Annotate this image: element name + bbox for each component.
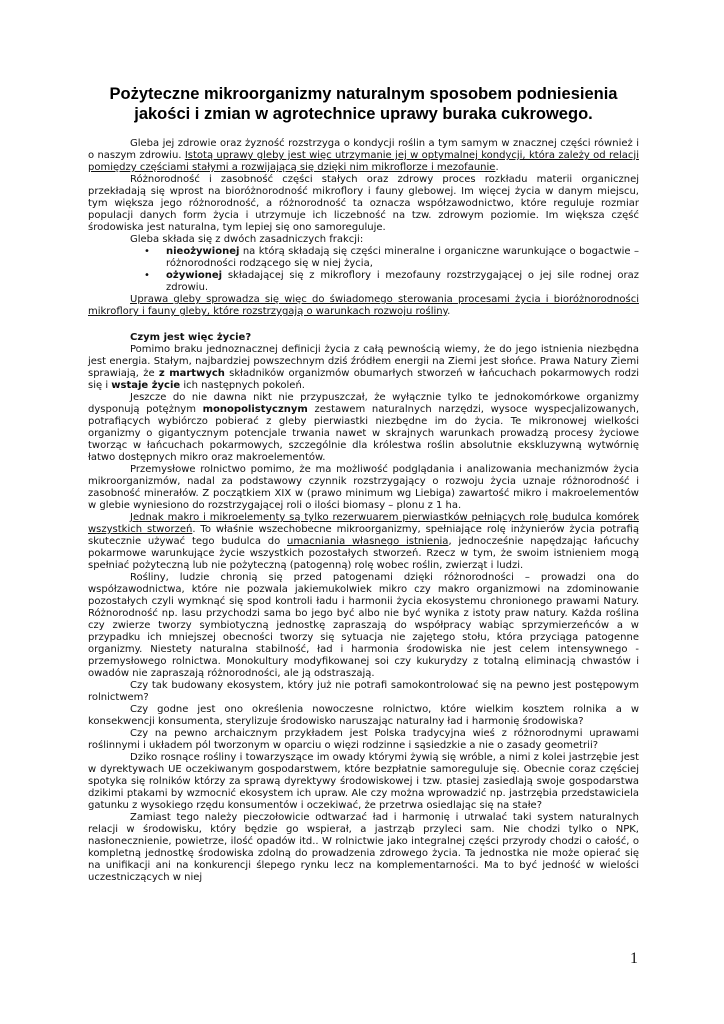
page-number: 1 [630,950,638,967]
paragraph-industrial-farming: Przemysłowe rolnictwo pomimo, że ma możliwość podglądania i analizowania mechanizmów życia mikroorganizmów, nadal za podstawowy czynnik rozstrzygający o rozwoju życia uznaje różnorodność i zasobność minerałów. Z początkiem XIX w (prawo minimum wg Liebiga) zawartość mikro i makroelementów w glebie wyniesiono do rozstrzygającej roli o ilości biomasy – plonu z 1 ha. [88,464,639,511]
paragraph-intro: Gleba jej zdrowie oraz żyzność rozstrzyga o kondycji roślin a tym samym w znacznej części również i o naszym zdrowiu. Istotą uprawy gleby jest więc utrzymanie jej w optymalnej kondycji, która zależy od relacji pomiędzy częściami stałymi a rozwijającą się dzięki nim mikroflorze i mezofaunie. [88,138,639,173]
paragraph-macro-micro-elements: Jednak makro i mikroelementy są tylko rezerwuarem pierwiastków pełniących rolę budulca komórek wszystkich stworzeń. To właśnie wszechobecne mikroorganizmy, spełniające rolę inżynierów życia potrafią skutecznie używać tego budulca do umacniania własnego istnienia, jednocześnie napędzając łańcuchy pokarmowe warunkujące życie wszystkich pozostałych stworzeń. Rzecz w tym, że swoim istnieniem mogą spełniać pożyteczną lub nie pożyteczną (patogenną) rolę wobec roślin, zwierząt i ludzi. [88,512,640,571]
paragraph-question-2: Czy godne jest ono określenia nowoczesne rolnictwo, które wielkim kosztem rolnika a w konsekwencji konsumenta, sterylizuje środowisko naruszając naturalny ład i harmonię środowiska? [88,704,639,727]
section-heading: Czym jest więc życie? [130,332,252,343]
paragraph-wild-plants: Dziko rosnące rośliny i towarzyszące im owady którymi żywią się wróble, a nimi z kolei jastrzębie jest w dyrektywach UE oczekiwanym gospodarstwem, które bezpłatnie samoreguluje się. Obecnie coraz częściej spotyka się rolników którzy za sprawą dyrektywy środowiskowej i tzw. ptasiej zasiedlają swoje gospodarstwa dzikimi ptakami by wzmocnić ekosystem ich upraw. Ale czy można wprowadzić np. jastrzębia przedstawiciela gatunku z wysokiego rzędu konsumentów i oczekiwać, że przetrwa osiedlając się na stałe? [88,752,639,811]
paragraph-biodiversity: Różnorodność i zasobność części stałych oraz zdrowy proces rozkładu materii organicznej przekładają się wprost na bioróżnorodność mikroflory i fauny glebowej. Im więcej życia w danym miejscu, tym większa jego różnorodność, a różnorodność ta oznacza współzawodnictwo, które reguluje rozmiar populacji danych form życia i utrzymuje ich liczebność na tzw. zdrowym poziomie. Im większa część środowiska jest naturalna, tym lepiej się ono samoreguluje. [88,174,639,233]
paragraph-diversity-protection: Rośliny, ludzie chronią się przed patogenami dzięki różnorodności – prowadzi ona do współzawodnictwa, które nie pozwala jakiemukolwiek mikro czy makro organizmowi na zdominowanie pozostałych czyli wymknąć się spod kontroli ładu i harmonii życia ekosystemu chronionego prawami Natury. Różnorodność np. lasu przychodzi sama bo jego być albo nie być wynika z istoty praw natury. Każda roślina czy zwierze tworzy symbiotyczną jednostkę zapraszają do współpracy wabiąc sprzymierzeńców a w przypadku ich mniejszej obecności tworzy się sytuacja nie zajętego stołu, która przyciąga patogenne organizmy. Niestety naturalna stabilność, ład i harmonia środowiska nie jest celem intensywnego - przemysłowego rolnictwa. Monokultury modyfikowanej soi czy kukurydzy z totalną eliminacją chwastów i owadów nie zapraszają różnorodności, ale ją odstraszają. [88,572,639,679]
paragraph-question-3: Czy na pewno archaicznym przykładem jest Polska tradycyjna wieś z różnorodnymi uprawami roślinnymi i układem pól tworzonym w oparciu o więzi rodzinne i sąsiedzkie a nie o zasady geometrii? [88,728,639,751]
paragraph-microorganisms: Jeszcze do nie dawna nikt nie przypuszczał, że wyłącznie tylko te jednokomórkowe organizmy dysponują potężnym monopolistycznym zestawem naturalnych narzędzi, wysoce wyspecjalizowanych, potrafiących wybiórczo pobierać z gleby pierwiastki niezbędne im do życia. Te mikronowej wielkości organizmy o gigantycznym potencjale trwania nawet w skrajnych warunkach prowadzą procesy życiowe tworząc w łańcuchach pokarmowych, szczególnie dla królestwa roślin absolutnie ekskluzywną wytwórnię łatwo dostępnych mikro oraz makroelementów. [88,392,640,463]
paragraph-soil-fractions: Gleba składa się z dwóch zasadniczych frakcji: [130,234,364,245]
paragraph-soil-cultivation: Uprawa gleby sprowadza się więc do świadomego sterowania procesami życia i bioróżnorodności mikroflory i fauny gleby, które rozstrzygają o warunkach rozwoju rośliny. [88,294,639,317]
soil-fractions-list [88,246,639,294]
list-item: • ożywionej składającej się z mikroflory i mezofauny rozstrzygającej o jej sile rodnej oraz zdrowiu. [144,270,639,293]
bullet-icon: • [144,246,150,257]
paragraph-harmony: Zamiast tego należy pieczołowicie odtwarzać ład i harmonię i utrwalać taki system naturalnych relacji w środowisku, który będzie go wspierał, a jastrząb przyleci sam. Nie chodzi tylko o NPK, nasłonecznienie, powietrze, ilość opadów itd.. W rolnictwie jako integralnej części przyrody chodzi o całość, o kompletną jednostkę środowiska zdolną do prowadzenia zdrowego życia. Ta jednostka nie może opierać się na unifikacji ani na konkurencji ślepego rynku lecz na komplementarności. Ma to być jedność w wielości uczestniczących w niej [88,812,639,883]
bullet-icon: • [144,270,150,281]
underlined-conclusion: Uprawa gleby sprowadza się więc do świadomego sterowania procesami życia i bioróżnorodności mikroflory i fauny gleby, które rozstrzygają o warunkach rozwoju rośliny [88,294,639,317]
document-page [88,84,639,884]
paragraph-question-1: Czy tak budowany ekosystem, który już nie potrafi samokontrolować się na pewno jest postępowym rolnictwem? [88,680,639,703]
underlined-thesis: Istotą uprawy gleby jest więc utrzymanie jej w optymalnej kondycji, która zależy od relacji pomiędzy częściami stałymi a rozwijającą się dzięki nim mikroflorze i mezofaunie [88,150,639,173]
paragraph-energy: Pomimo braku jednoznacznej definicji życia z całą pewnością wiemy, że do jego istnienia niezbędna jest energia. Stałym, najbardziej powszechnym dziś źródłem energii na Ziemi jest słońce. Prawa Natury Ziemi sprawiają, że z martwych składników organizmów obumarłych stworzeń w łańcuchach pokarmowych rodzi się i wstaje życie ich następnych pokoleń. [88,344,639,391]
list-item: • nieożywionej na którą składają się części mineralne i organiczne warunkujące o bogactwie – różnorodności rodzącego się w niej życia, [144,246,639,269]
document-title: Pożyteczne mikroorganizmy naturalnym sposobem podniesienia jakości i zmian w agrotechnice uprawy buraka cukrowego. [109,85,618,123]
